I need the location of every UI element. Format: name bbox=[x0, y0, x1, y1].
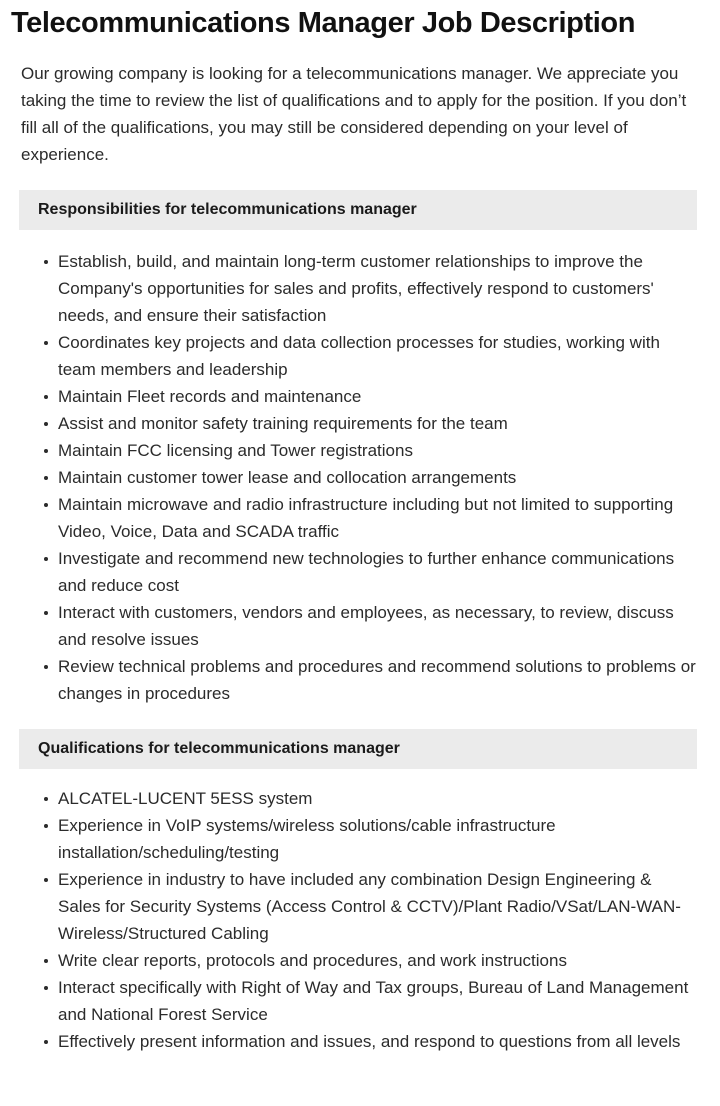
page-title: Telecommunications Manager Job Description bbox=[11, 7, 636, 39]
intro-paragraph: Our growing company is looking for a telecommunications manager. We appreciate you taking the time to review the list of qualifications and to apply for the position. If you don’t fill all of the qualifications, you may still be considered depending on your level of experience. bbox=[21, 64, 687, 164]
list-item: Write clear reports, protocols and procedures, and work instructions bbox=[44, 947, 696, 974]
list-item: Effectively present information and issues, and respond to questions from all levels bbox=[44, 1028, 696, 1055]
list-item: Experience in VoIP systems/wireless solutions/cable infrastructure installation/scheduling/testing bbox=[44, 812, 696, 866]
qualifications-list bbox=[0, 785, 720, 1055]
list-item: Establish, build, and maintain long-term customer relationships to improve the Company's opportunities for sales and profits, effectively respond to customers' needs, and ensure their satisfaction bbox=[44, 248, 696, 329]
responsibilities-list bbox=[0, 248, 720, 707]
list-item: Investigate and recommend new technologies to further enhance communications and reduce cost bbox=[44, 545, 696, 599]
section-header-responsibilities bbox=[19, 190, 697, 230]
list-item: Interact specifically with Right of Way and Tax groups, Bureau of Land Management and National Forest Service bbox=[44, 974, 696, 1028]
list-item: Maintain customer tower lease and collocation arrangements bbox=[44, 464, 696, 491]
list-item: Maintain microwave and radio infrastructure including but not limited to supporting Video, Voice, Data and SCADA traffic bbox=[44, 491, 696, 545]
list-item: Experience in industry to have included any combination Design Engineering & Sales for Security Systems (Access Control & CCTV)/Plant Radio/VSat/LAN-WAN-Wireless/Structured Cabling bbox=[44, 866, 696, 947]
list-item: Maintain FCC licensing and Tower registrations bbox=[44, 437, 696, 464]
section-header-qualifications bbox=[19, 729, 697, 769]
list-item: Interact with customers, vendors and employees, as necessary, to review, discuss and resolve issues bbox=[44, 599, 696, 653]
section-heading-label: Qualifications for telecommunications manager bbox=[38, 740, 400, 757]
list-item: Maintain Fleet records and maintenance bbox=[44, 383, 696, 410]
section-responsibilities bbox=[0, 190, 720, 707]
section-heading-label: Responsibilities for telecommunications manager bbox=[38, 201, 417, 218]
list-item: Assist and monitor safety training requirements for the team bbox=[44, 410, 696, 437]
list-item: Review technical problems and procedures and recommend solutions to problems or changes in procedures bbox=[44, 653, 696, 707]
list-item: Coordinates key projects and data collection processes for studies, working with team members and leadership bbox=[44, 329, 696, 383]
section-qualifications bbox=[0, 729, 720, 1055]
list-item: ALCATEL-LUCENT 5ESS system bbox=[44, 785, 696, 812]
